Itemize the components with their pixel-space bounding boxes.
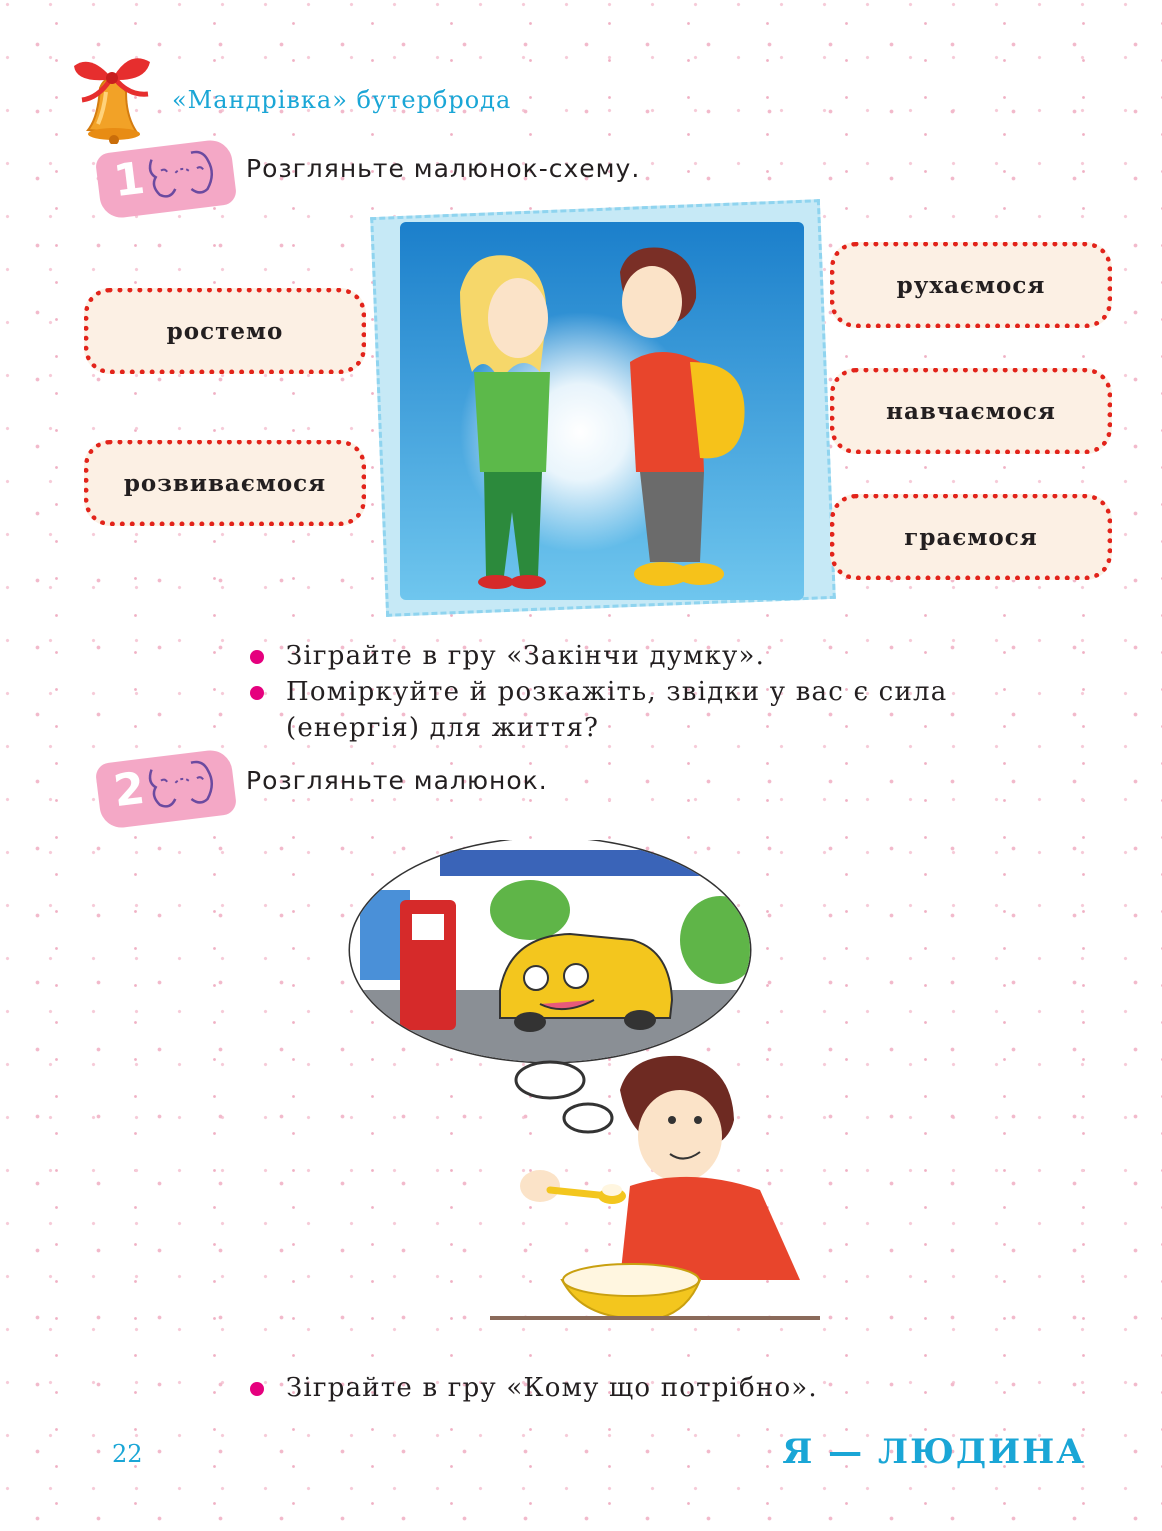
word-box-right-3: граємося <box>830 494 1112 580</box>
bullet-dot-icon <box>250 650 264 664</box>
bullet-text: Поміркуйте й розкажіть, звідки у вас є сила (енергія) для життя? <box>286 677 948 743</box>
speaking-faces-icon <box>143 753 229 818</box>
bullet-dot-icon <box>250 1382 264 1396</box>
task2-instruction: Розгляньте малюнок. <box>246 766 548 795</box>
list-item <box>250 674 1090 746</box>
bullet-text: Зіграйте в гру «Кому що потрібно». <box>286 1373 818 1403</box>
task2-bullet-list <box>250 1370 1090 1406</box>
task-number: 2 <box>110 762 148 818</box>
word-box-right-2: навчаємося <box>830 368 1112 454</box>
page-number: 22 <box>112 1440 143 1468</box>
word-box-right-1: рухаємося <box>830 242 1112 328</box>
bullet-text: Зіграйте в гру «Закінчи думку». <box>286 641 766 671</box>
task-number: 1 <box>110 152 148 208</box>
boy-eating-illustration <box>340 840 820 1340</box>
task-badge-2 <box>94 748 237 830</box>
bullet-dot-icon <box>250 686 264 700</box>
task-badge-1 <box>94 138 237 220</box>
task1-instruction: Розгляньте малюнок-схему. <box>246 154 641 183</box>
lesson-title: «Мандрівка» бутерброда <box>172 86 512 114</box>
task1-bullet-list <box>250 638 1090 746</box>
word-box-left-2: розвиваємося <box>84 440 366 526</box>
word-box-left-1: ростемо <box>84 288 366 374</box>
bell-icon <box>60 48 160 144</box>
speaking-faces-icon <box>143 143 229 208</box>
list-item <box>250 1370 1090 1406</box>
list-item <box>250 638 1090 674</box>
section-name: Я — ЛЮДИНА <box>782 1432 1086 1472</box>
children-picture <box>400 222 804 600</box>
